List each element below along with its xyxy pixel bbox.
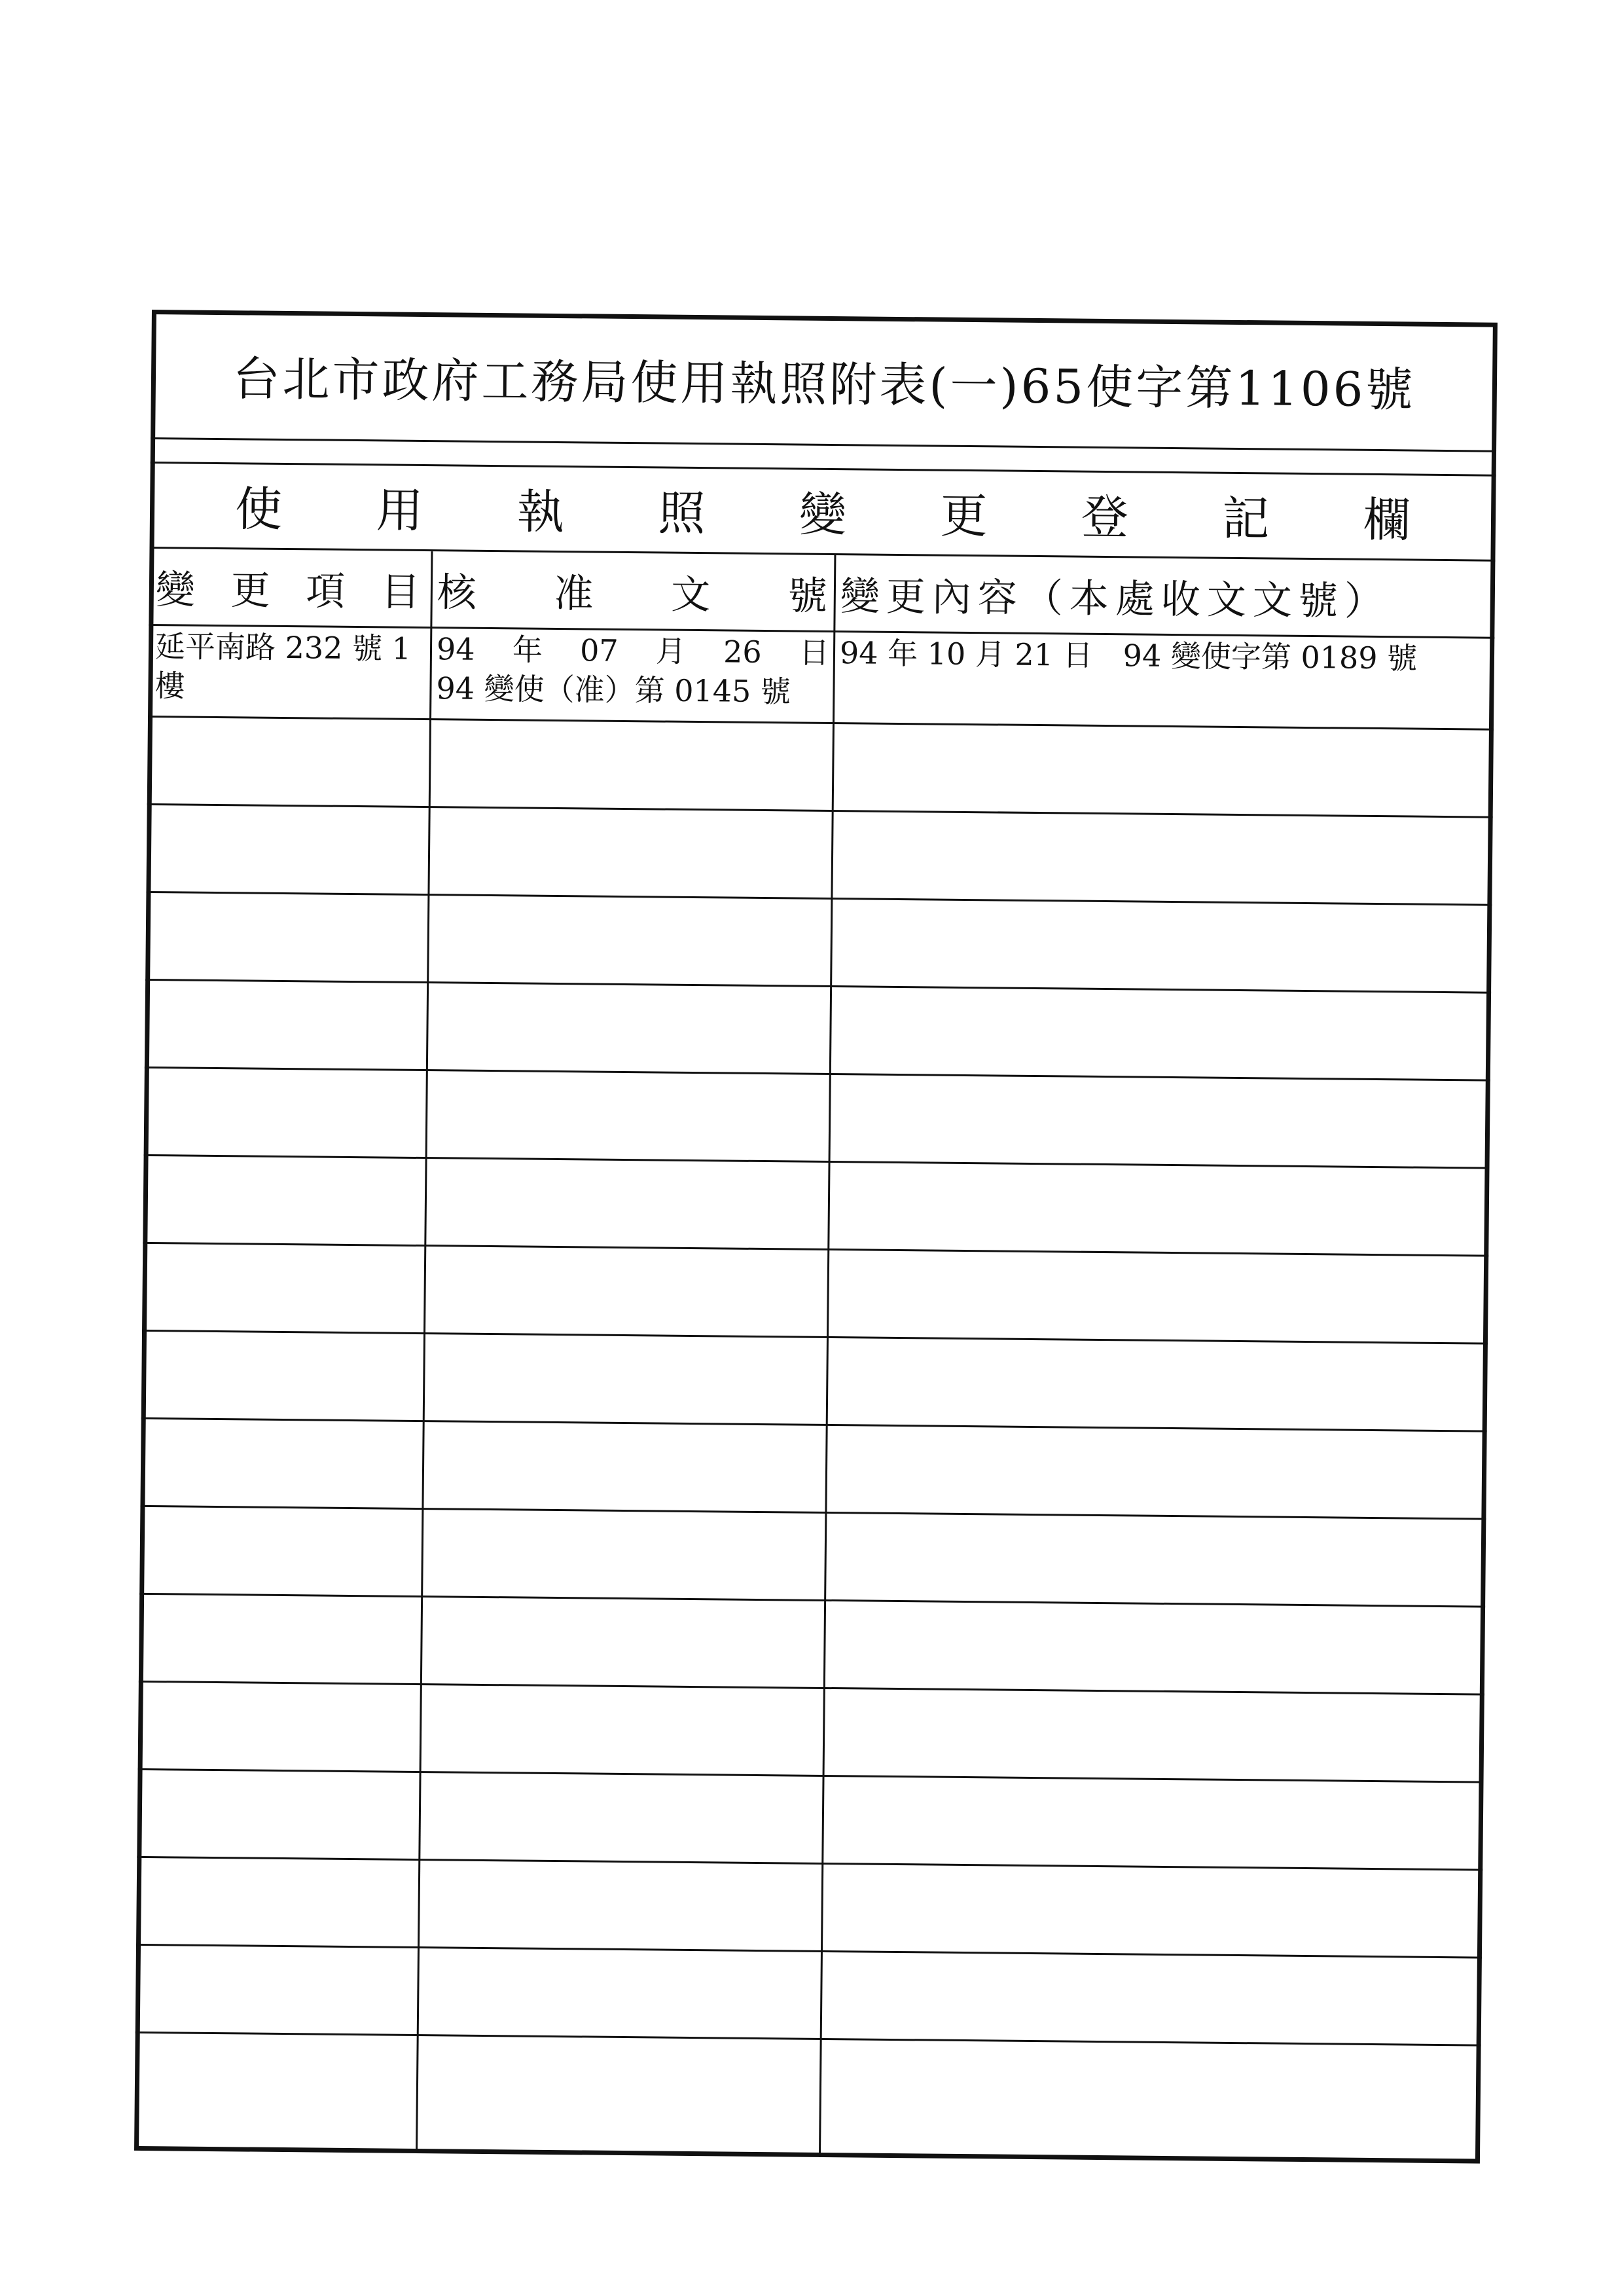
cell-approval-no — [436, 629, 829, 712]
table-row — [148, 624, 1494, 731]
section-char: 使 — [234, 481, 283, 537]
form-title: 台北市政府工務局使用執照附表(一)65使字第1106號 — [232, 350, 1416, 418]
cell-change-item: 延平南路 232 號 1 樓 — [154, 629, 412, 704]
section-char: 記 — [1222, 490, 1270, 547]
header-change-item: 變 更 項 目 — [155, 566, 421, 615]
cell-change-content: 94 年 10 月 21 日 94 變使字第 0189 號 — [839, 635, 1418, 676]
section-char: 欄 — [1363, 492, 1411, 548]
header-change-content: 變更內容（本處收文文號） — [840, 573, 1391, 625]
approval-doc-no: 94 變使（准）第 0145 號 — [436, 670, 791, 710]
approval-date: 94 年 07 月 26 日 — [436, 631, 830, 670]
section-char: 登 — [1081, 489, 1129, 545]
registration-form — [134, 310, 1498, 2164]
section-char: 用 — [376, 483, 423, 538]
section-char: 照 — [658, 485, 706, 541]
section-title — [149, 462, 1496, 562]
section-char: 變 — [799, 486, 847, 543]
section-char: 更 — [940, 488, 988, 544]
title-row — [151, 310, 1498, 452]
header-approval-no: 核 准 文 號 — [437, 569, 828, 619]
section-char: 執 — [516, 484, 565, 540]
